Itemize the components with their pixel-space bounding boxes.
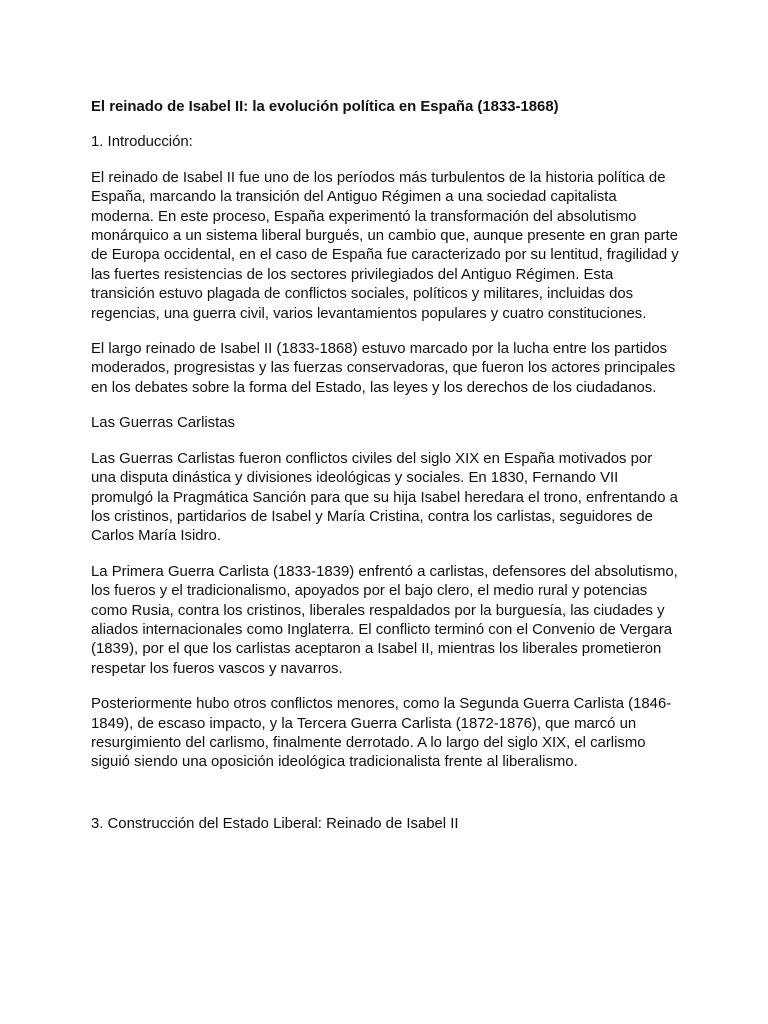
document-title: El reinado de Isabel II: la evolución política en España (1833-1868)	[91, 99, 559, 115]
paragraph-intro-2: El largo reinado de Isabel II (1833-1868) estuvo marcado por la lucha entre los partidos moderados, progresistas y las fuerzas conservadoras, que fueron los actores principales en los debates sobre la forma del Estado, las leyes y los derechos de los ciudadanos.	[91, 341, 676, 396]
paragraph-carlist-2: La Primera Guerra Carlista (1833-1839) enfrentó a carlistas, defensores del absolutismo, los fueros y el tradicionalismo, apoyados por el bajo clero, el medio rural y potencias como Rusia, contra los cristinos, liberales respaldados por la burguesía, las ciudades y aliados internacionales como Inglaterra. El conflicto terminó con el Convenio de Vergara (1839), por el que los carlistas aceptaron a Isabel II, mientras los liberales prometieron respetar los fueros vascos y navarros.	[91, 563, 678, 677]
paragraph-carlist-3: Posteriormente hubo otros conflictos menores, como la Segunda Guerra Carlista (1846-1849), de escaso impacto, y la Tercera Guerra Carlista (1872-1876), que marcó un resurgimiento del carlismo, finalmente derrotado. A lo largo del siglo XIX, el carlismo siguió siendo una oposición ideológica tradicionalista frente al liberalismo.	[91, 696, 672, 771]
paragraph-carlist-1: Las Guerras Carlistas fueron conflictos civiles del siglo XIX en España motivados por una disputa dinástica y divisiones ideológicas y sociales. En 1830, Fernando VII promulgó la Pragmática Sanción para que su hija Isabel heredara el trono, enfrentando a los cristinos, partidarios de Isabel y María Cristina, contra los carlistas, seguidores de Carlos María Isidro.	[91, 450, 678, 545]
section-heading-introduction: 1. Introducción:	[91, 134, 193, 151]
section-heading-carlist-wars: Las Guerras Carlistas	[91, 415, 235, 432]
paragraph-intro-1: El reinado de Isabel II fue uno de los períodos más turbulentos de la historia política de España, marcando la transición del Antiguo Régimen a una sociedad capitalista moderna. En este proceso, España experimentó la transformación del absolutismo monárquico a un sistema liberal burgués, un cambio que, aunque presente en gran parte de Europa occidental, en el caso de España fue caracterizado por su lentitud, fragilidad y las fuertes resistencias de los sectores privilegiados del Antiguo Régimen. Esta transición estuvo plagada de conflictos sociales, políticos y militares, incluidas dos regencias, una guerra civil, varios levantamientos populares y cuatro constituciones.	[91, 169, 679, 322]
section-heading-liberal-state: 3. Construcción del Estado Liberal: Reinado de Isabel II	[91, 815, 459, 832]
document-page	[91, 98, 681, 850]
